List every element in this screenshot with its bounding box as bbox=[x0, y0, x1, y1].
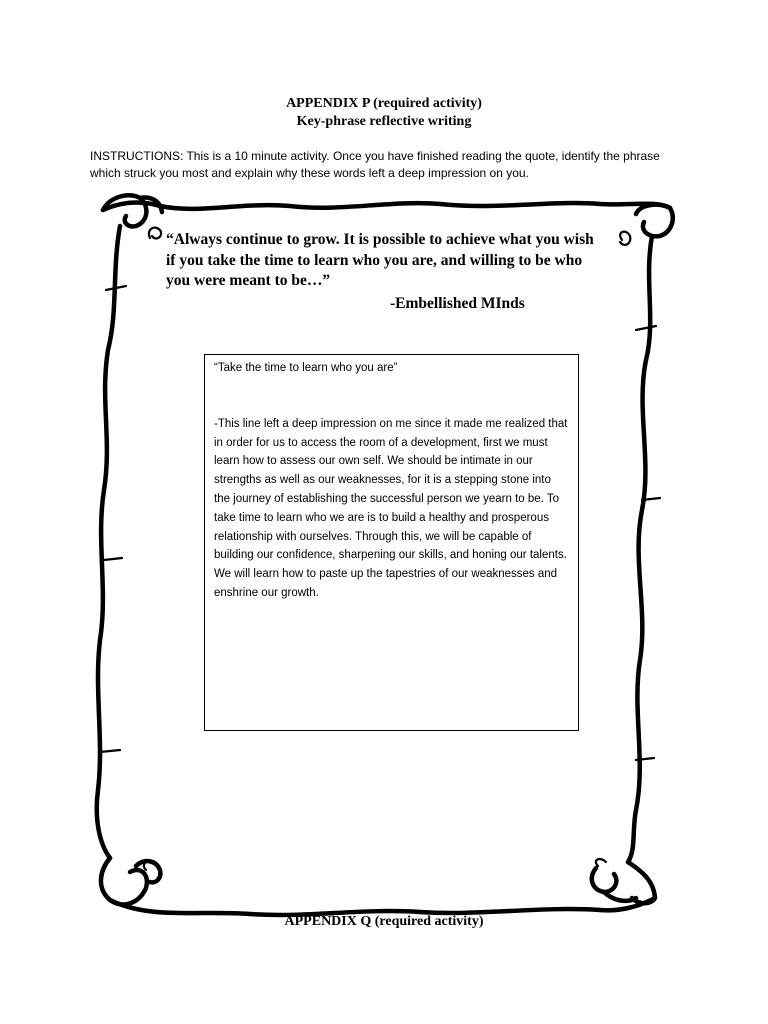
answer-box bbox=[204, 354, 579, 731]
quote-author: -Embellished MInds bbox=[390, 295, 525, 312]
selected-phrase: “Take the time to learn who you are” bbox=[214, 362, 398, 374]
appendix-q-heading: APPENDIX Q (required activity) bbox=[284, 914, 484, 929]
reflection-text: -This line left a deep impression on me since it made me realized that in order for us to access the room of a development, first we must learn how to assess our own self. We should be intimate in our strengths as well as our weaknesses, for it is a stepping stone into the journey of establishing the successful person we yearn to be. To take time to learn who we are is to build a healthy and prosperous relationship with ourselves. Through this, we will be capable of building our confidence, sharpening our skills, and honing our talents. We will learn how to paste up the tapestries of our weaknesses and enshrine our growth. bbox=[214, 417, 568, 599]
instructions-text: This is a 10 minute activity. Once you have finished reading the quote, identify the phrase which struck you most and explain why these words left a deep impression on you. bbox=[90, 149, 660, 180]
appendix-p-subtitle: Key-phrase reflective writing bbox=[296, 114, 472, 129]
quote-text: “Always continue to grow. It is possible to achieve what you wish if you take the time to learn who you are, and willing to be who you were meant to be…” bbox=[166, 231, 594, 289]
instructions-label: INSTRUCTIONS: bbox=[90, 149, 184, 163]
appendix-p-heading: APPENDIX P (required activity) bbox=[286, 96, 482, 111]
